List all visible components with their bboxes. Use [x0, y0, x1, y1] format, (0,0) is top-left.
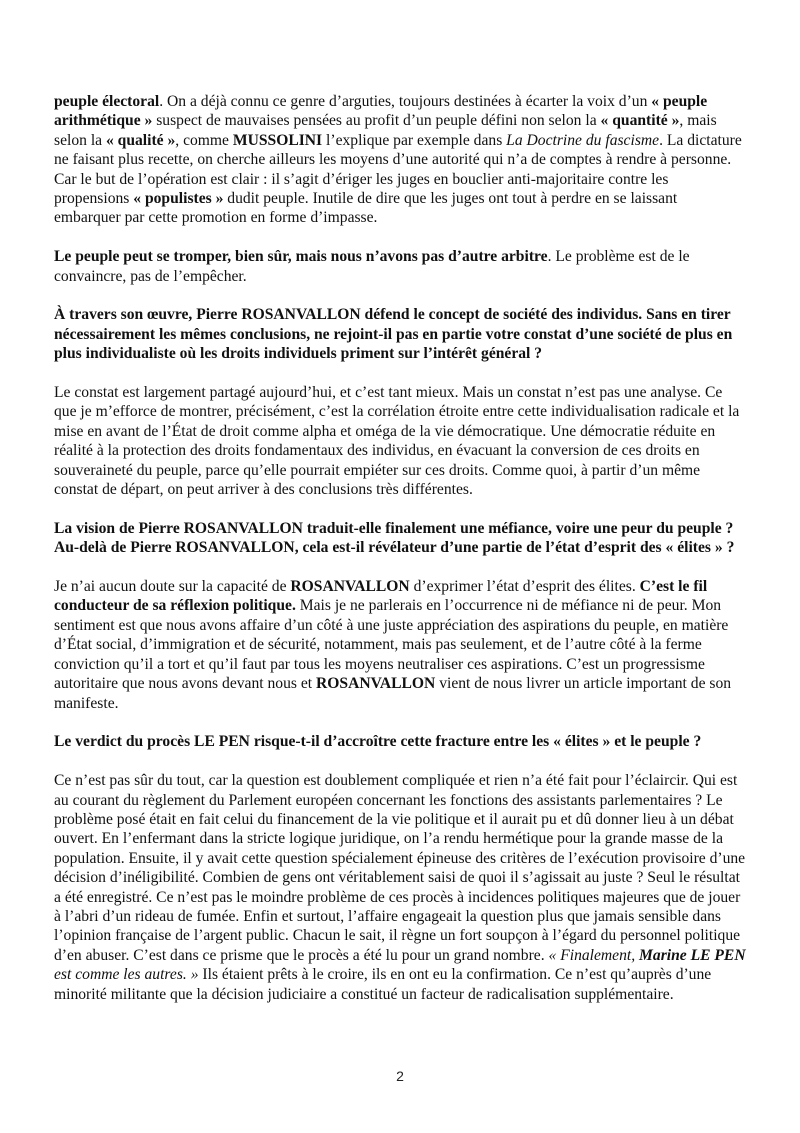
- answer-3: Ce n’est pas sûr du tout, car la question est doublement compliquée et rien n’a été fait pour l’éclaircir. Qui est au courant du règlement du Parlement européen concernant les fonctions des assistants parlementaires ? Le problème posé était en fait celui du financement de la vie politique et il aurait pu et dû donner lieu à un débat ouvert. En l’enfermant dans la stricte logique juridique, on l’a rendu hermétique pour la grande masse de la population. Ensuite, il y avait cette question spécialement épineuse des critères de l’exécution provisoire d’une décision d’inéligibilité. Combien de gens ont véritablement saisi de quoi il s’agissait au juste ? Seul le résultat a été enregistré. Ce n’est pas le moindre problème de ces procès à incidences politiques majeures que de jouer à l’abri d’un rideau de fumée. Enfin et surtout, l’affaire engageait la question plus que jamais sensible dans l’opinion française de l’argent public. Chacun le sait, il règne un fort soupçon à l’égard du personnel politique d’en abuser. C’est dans ce prisme que le procès a été lu pour un grand nombre. « Finalement, Marine LE PEN est comme les autres. » Ils étaient prêts à le croire, ils en ont eu la confirmation. Ce n’est qu’auprès d’une minorité militante que la décision judiciaire a constitué un facteur de radicalisation supplémentaire.: [54, 772, 746, 1003]
- bold-populistes: « populistes »: [133, 190, 224, 208]
- italic-quote: « Finalement, Marine LE PEN est comme les autres. »: [54, 946, 746, 984]
- bold-mussolini: MUSSOLINI: [232, 131, 323, 149]
- answer-1: Le constat est largement partagé aujourd’hui, et c’est tant mieux. Mais un constat n’est pas une analyse. Ce que je m’efforce de montrer, précisément, c’est la corrélation étroite entre cette individualisation radicale et la mise en avant de l’État de droit comme alpha et oméga de la vie démocratique. Une démocratie réduite en réalité à la protection des droits fondamentaux des individus, en évacuant la conversion de ces droits en souveraineté du peuple, parce qu’elle pourrait empiéter sur ces droits. Comme quoi, à partir d’un même constat de départ, on peut arriver à des conclusions très différentes.: [54, 384, 740, 499]
- bold-peuple-arbitre: Le peuple peut se tromper, bien sûr, mais nous n’avons pas d’autre arbitre: [54, 248, 548, 266]
- bold-peuple-electoral: peuple électoral: [54, 93, 160, 110]
- bold-rosanvallon-2: ROSANVALLON: [316, 675, 436, 693]
- bold-rosanvallon: ROSANVALLON: [290, 578, 410, 596]
- italic-book-title: La Doctrine du fascisme: [506, 131, 660, 149]
- bold-qualite: « qualité »: [105, 131, 176, 149]
- paragraph-2: Le peuple peut se tromper, bien sûr, mais nous n’avons pas d’autre arbitre. Le problème est de le convaincre, pas de l’empêcher.: [54, 248, 690, 285]
- question-2: La vision de Pierre ROSANVALLON traduit-elle finalement une méfiance, voire une peur du peuple ? Au-delà de Pierre ROSANVALLON, cela est-il révélateur d’une partie de l’état d’esprit des « élites » ?: [54, 519, 735, 557]
- page-number: 2: [396, 1068, 404, 1084]
- question-1: À travers son œuvre, Pierre ROSANVALLON défend le concept de société des individus. Sans en tirer nécessairement les mêmes conclusions, ne rejoint-il pas en partie votre constat d’une société de plus en plus individualiste où les droits individuels priment sur l’intérêt général ?: [54, 306, 733, 363]
- bold-fil-conducteur: C’est le fil conducteur de sa réflexion politique.: [54, 578, 708, 615]
- question-3: Le verdict du procès LE PEN risque-t-il d’accroître cette fracture entre les « élites » et le peuple ?: [54, 733, 702, 751]
- bold-peuple-arithmetique: « peuple arithmétique »: [54, 93, 708, 130]
- bold-quantite: « quantité »: [600, 112, 680, 130]
- paragraph-1: peuple électoral. On a déjà connu ce genre d’arguties, toujours destinées à écarter la voix d’un « peuple arithmétique » suspect de mauvaises pensées au profit d’un peuple défini non selon la « quantité », mais selon la « qualité », comme MUSSOLINI l’explique par exemple dans La Doctrine du fascisme. La dictature ne faisant plus recette, on cherche ailleurs les moyens d’une autorité qui n’a de comptes à rendre à personne. Car le but de l’opération est clair : il s’agit d’ériger les juges en bouclier anti-majoritaire contre les propensions « populistes » dudit peuple. Inutile de dire que les juges ont tout à perdre en se laissant embarquer par cette promotion en forme d’impasse.: [54, 93, 742, 227]
- bold-marine-le-pen: Marine LE PEN: [639, 946, 746, 964]
- answer-2: Je n’ai aucun doute sur la capacité de ROSANVALLON d’exprimer l’état d’esprit des élites. C’est le fil conducteur de sa réflexion politique. Mais je ne parlerais en l’occurrence ni de méfiance ni de peur. Mon sentiment est que nous avons affaire d’un côté à une juste appréciation des aspirations du peuple, en matière d’État social, d’immigration et de sécurité, notamment, mais pas seulement, et de l’autre côté à la ferme conviction qu’il a tort et qu’il faut par tous les moyens neutraliser ces aspirations. C’est un progressisme autoritaire que nous avons devant nous et ROSANVALLON vient de nous livrer un article important de son manifeste.: [54, 578, 732, 712]
